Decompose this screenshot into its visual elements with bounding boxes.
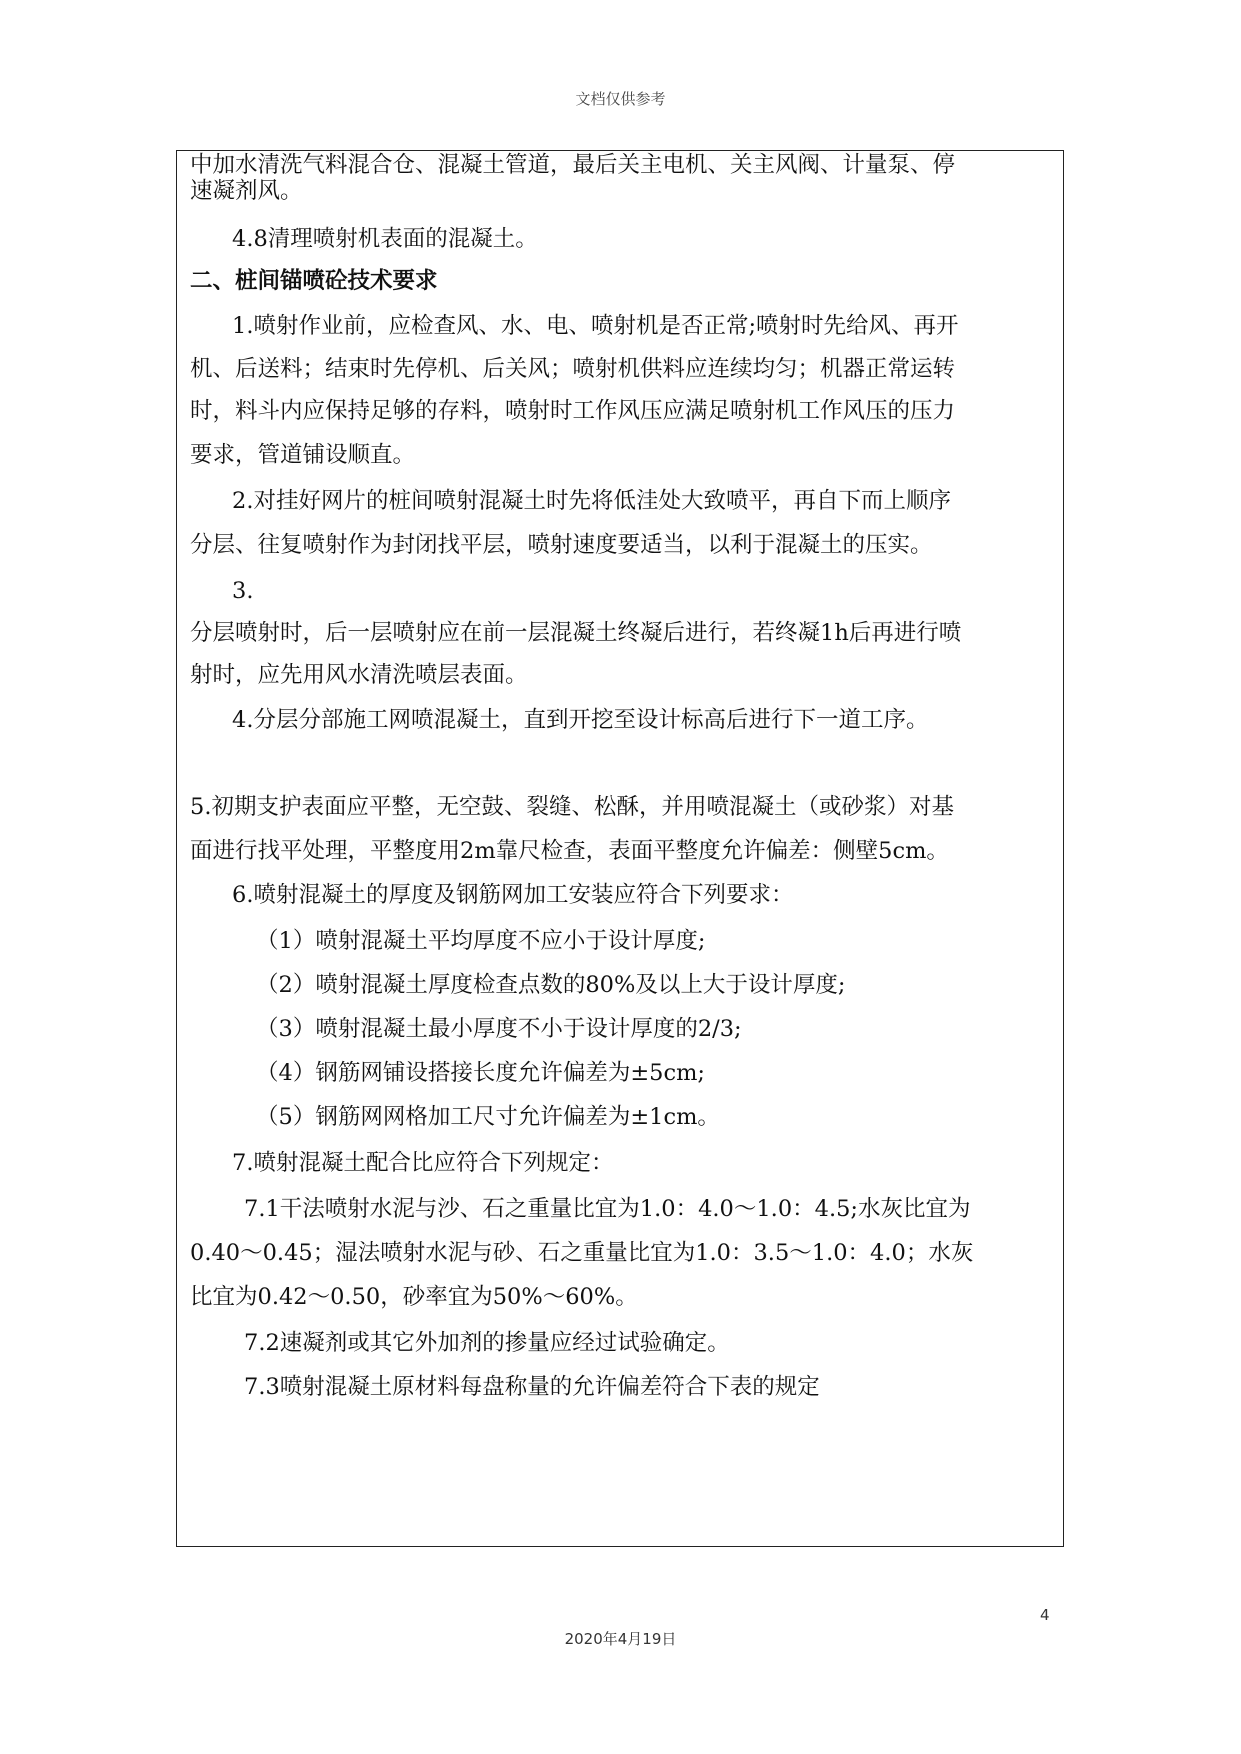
text-line: 0.40～0.45；湿法喷射水泥与砂、石之重量比宜为1.0：3.5～1.0：4.0；水灰: [190, 1240, 974, 1266]
list-item: （5）钢筋网网格加工尺寸允许偏差为±1cm。: [256, 1104, 720, 1130]
text-line: 7.喷射混凝土配合比应符合下列规定：: [232, 1150, 614, 1176]
text-line: 4.8清理喷射机表面的混凝土。: [232, 226, 538, 252]
text-line: 比宜为0.42～0.50，砂率宜为50%～60%。: [190, 1284, 638, 1310]
page-header: 文档仅供参考: [575, 90, 666, 108]
text-line: 1.喷射作业前，应检查风、水、电、喷射机是否正常;喷射时先给风、再开: [232, 313, 959, 339]
text-line: 速凝剂风。: [190, 178, 303, 204]
section-heading: 二、桩间锚喷砼技术要求: [190, 268, 438, 294]
text-line: 机、后送料；结束时先停机、后关风；喷射机供料应连续均匀；机器正常运转: [190, 356, 956, 382]
page-footer-date: 2020年4月19日: [564, 1630, 677, 1648]
text-line: 7.2速凝剂或其它外加剂的掺量应经过试验确定。: [244, 1330, 730, 1356]
text-line: 3.: [232, 578, 254, 604]
text-line: 分层喷射时，后一层喷射应在前一层混凝土终凝后进行，若终凝1h后再进行喷: [190, 620, 962, 646]
list-item: （2）喷射混凝土厚度检查点数的80%及以上大于设计厚度;: [256, 972, 846, 998]
text-line: 7.1干法喷射水泥与沙、石之重量比宜为1.0：4.0～1.0：4.5;水灰比宜为: [244, 1196, 971, 1222]
text-line: 4.分层分部施工网喷混凝土，直到开挖至设计标高后进行下一道工序。: [232, 707, 929, 733]
text-line: 面进行找平处理，平整度用2m靠尺检查，表面平整度允许偏差：侧壁5cm。: [190, 838, 949, 864]
text-line: 时，料斗内应保持足够的存料，喷射时工作风压应满足喷射机工作风压的压力: [190, 398, 956, 424]
text-line: 6.喷射混凝土的厚度及钢筋网加工安装应符合下列要求：: [232, 882, 794, 908]
list-item: （3）喷射混凝土最小厚度不小于设计厚度的2/3;: [256, 1016, 742, 1042]
text-line: 分层、往复喷射作为封闭找平层，喷射速度要适当，以利于混凝土的压实。: [190, 532, 933, 558]
list-item: （4）钢筋网铺设搭接长度允许偏差为±5cm;: [256, 1060, 706, 1086]
text-line: 2.对挂好网片的桩间喷射混凝土时先将低洼处大致喷平，再自下而上顺序: [232, 488, 951, 514]
text-line: 7.3喷射混凝土原材料每盘称量的允许偏差符合下表的规定: [244, 1374, 820, 1400]
page-number: 4: [1040, 1606, 1050, 1624]
text-line: 射时，应先用风水清洗喷层表面。: [190, 662, 528, 688]
list-item: （1）喷射混凝土平均厚度不应小于设计厚度;: [256, 928, 706, 954]
text-line: 5.初期支护表面应平整，无空鼓、裂缝、松酥，并用喷混凝土（或砂浆）对基: [190, 794, 954, 820]
text-line: 中加水清洗气料混合仓、混凝土管道，最后关主电机、关主风阀、计量泵、停: [190, 152, 956, 178]
text-line: 要求，管道铺设顺直。: [190, 442, 416, 468]
